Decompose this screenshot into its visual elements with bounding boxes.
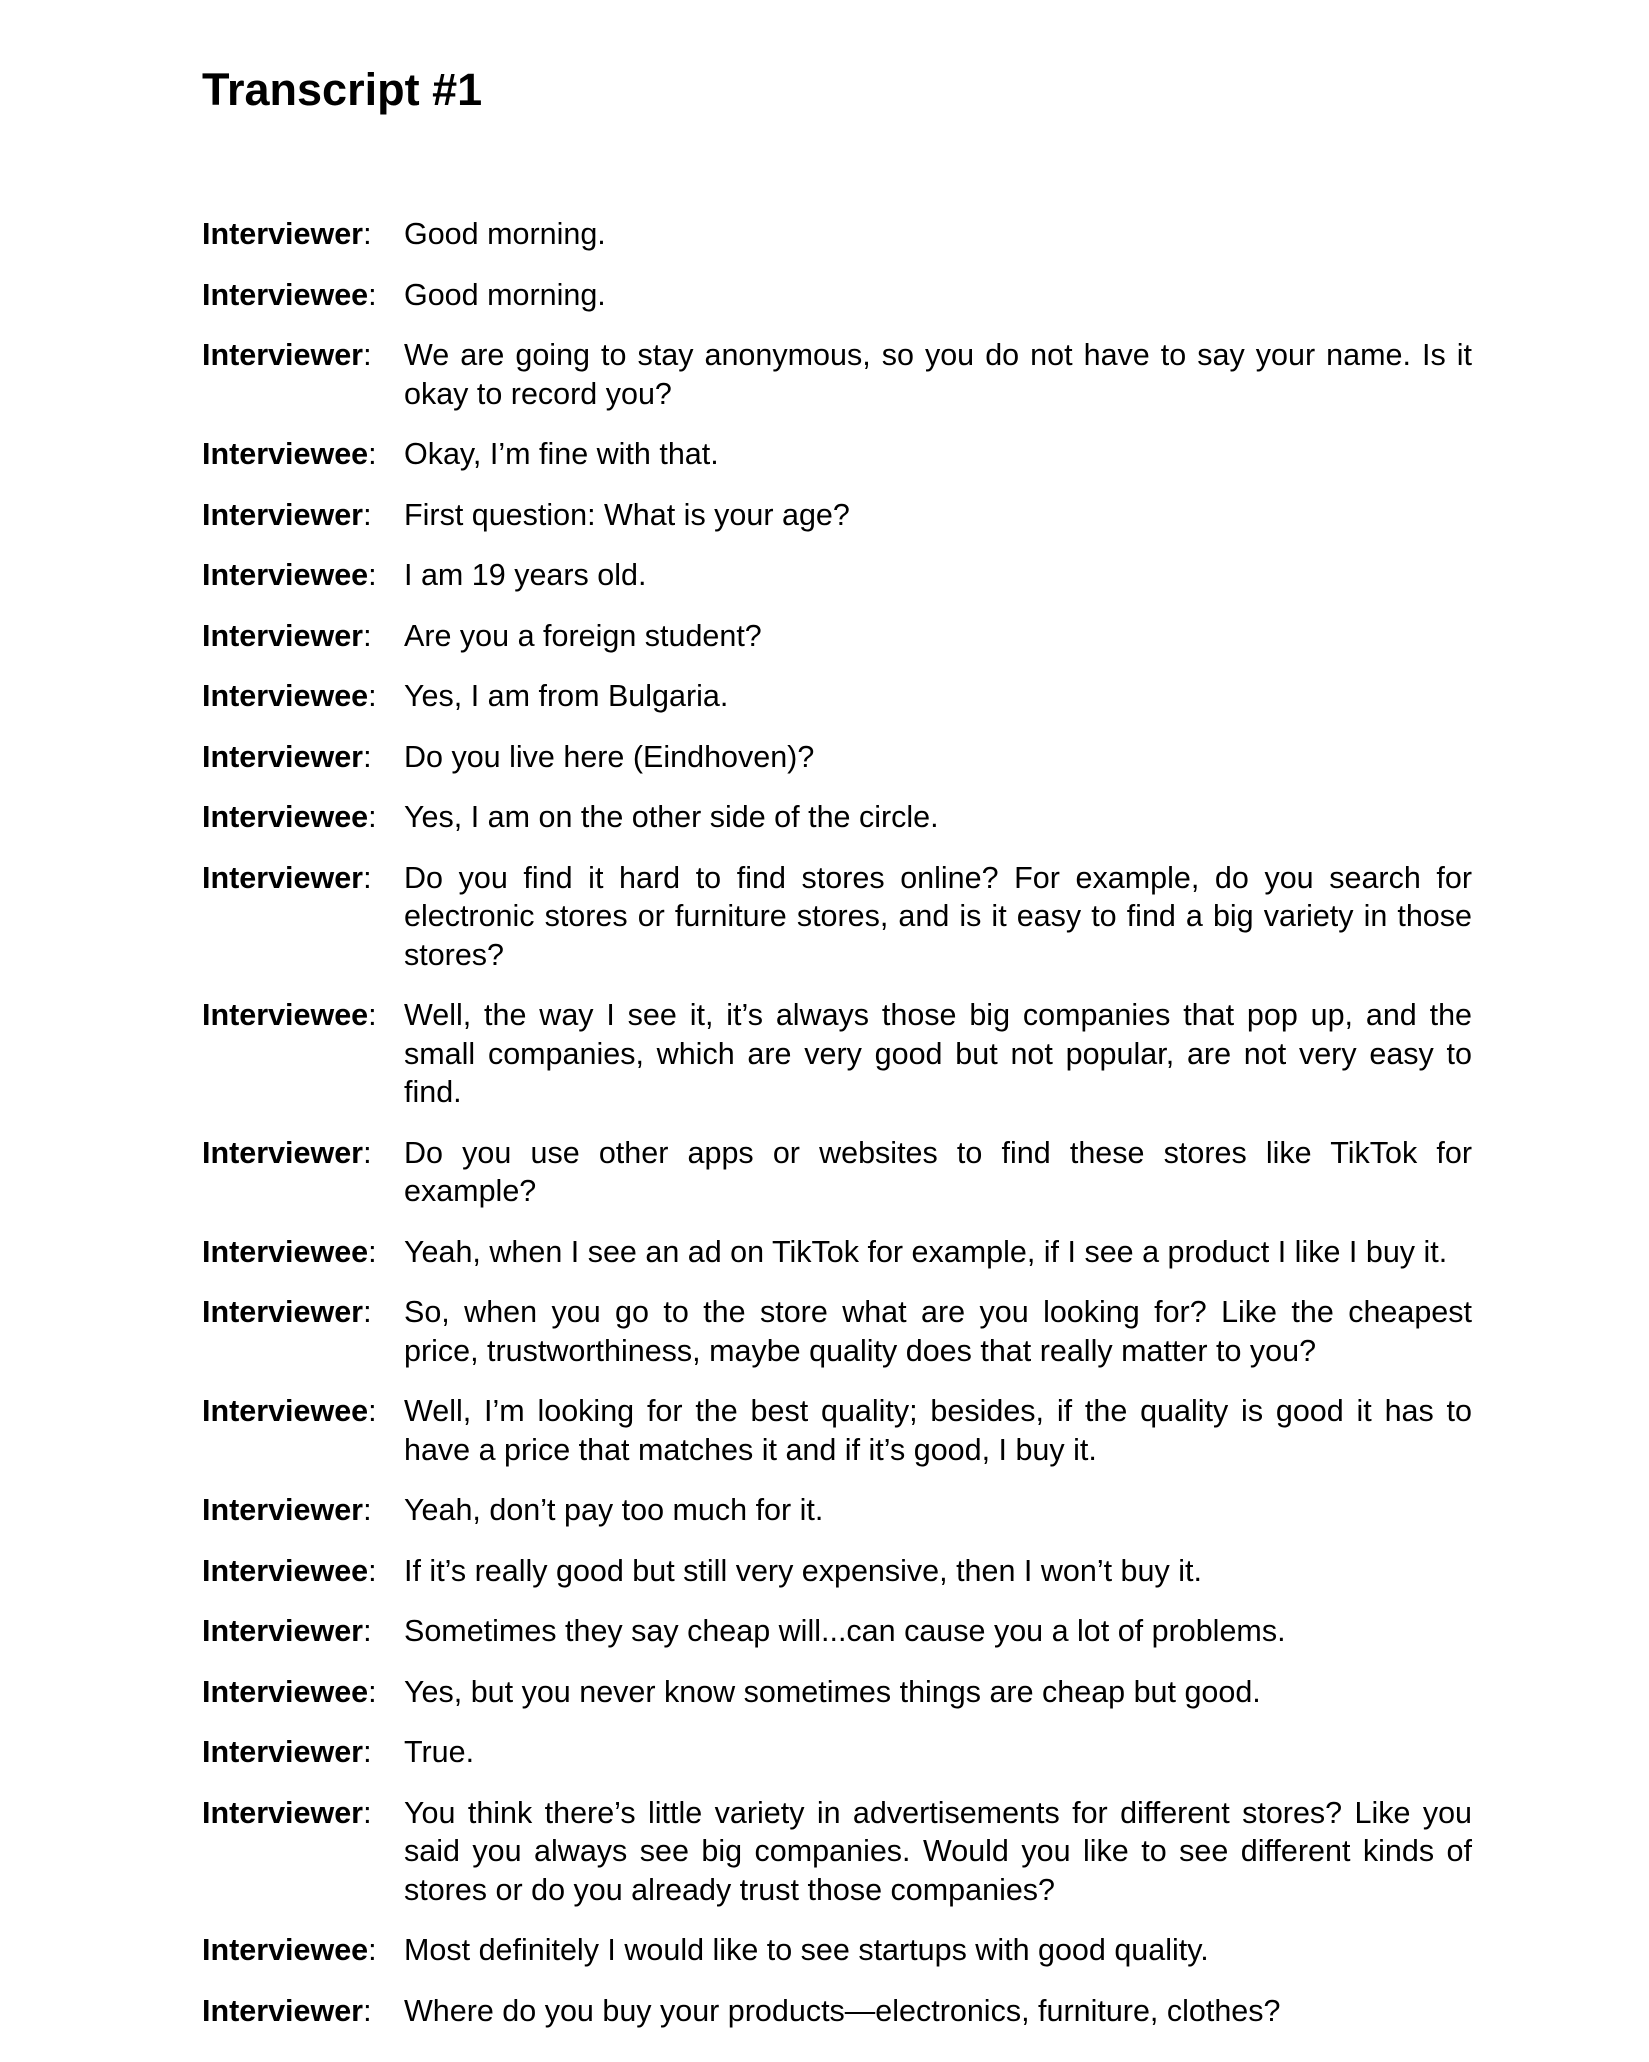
speaker-label: [202, 496, 404, 535]
transcript-turn: [202, 556, 1472, 595]
speaker-colon: :: [368, 558, 377, 592]
speaker-label: [202, 276, 404, 315]
transcript-turn: [202, 1491, 1472, 1530]
speaker-name: Interviewer: [202, 860, 364, 895]
transcript-turn: [202, 336, 1472, 413]
transcript-turn: [202, 859, 1472, 975]
speaker-colon: :: [368, 277, 377, 312]
transcript-turn: [202, 1134, 1472, 1211]
speaker-name: Interviewer: [202, 1135, 364, 1170]
speaker-name: Interviewer: [202, 739, 364, 774]
speaker-colon: :: [363, 1135, 372, 1170]
speaker-colon: :: [368, 998, 377, 1032]
speaker-name: Interviewer: [202, 1795, 364, 1830]
speaker-label: [202, 1293, 404, 1370]
transcript-turn: [202, 1794, 1472, 1910]
speaker-name: Interviewer: [202, 1735, 364, 1769]
speaker-colon: :: [363, 1993, 372, 2028]
utterance-text: So, when you go to the store what are you looking for? Like the cheapest price, trustworthiness, maybe quality does that really matter to you?: [404, 1295, 1472, 1368]
speaker-label: [202, 996, 404, 1112]
speaker-name: Interviewer: [202, 338, 364, 372]
speaker-name: Interviewee: [202, 437, 369, 471]
transcript-turn: [202, 617, 1472, 656]
speaker-colon: :: [363, 618, 372, 653]
speaker-colon: :: [363, 1493, 372, 1527]
speaker-label: [202, 798, 404, 837]
speaker-label: [202, 1491, 404, 1530]
speaker-label: [202, 215, 404, 254]
transcript-body: [202, 215, 1472, 2052]
speaker-label: [202, 1733, 404, 1772]
speaker-name: Interviewer: [202, 217, 364, 251]
speaker-label: [202, 1134, 404, 1211]
speaker-colon: :: [368, 679, 377, 713]
speaker-name: Interviewer: [202, 1295, 364, 1329]
utterance-text: Yes, I am from Bulgaria.: [404, 679, 729, 713]
speaker-colon: :: [368, 1234, 377, 1269]
transcript-turn: [202, 1931, 1472, 1970]
speaker-colon: :: [363, 1735, 372, 1769]
speaker-colon: :: [363, 217, 372, 251]
speaker-name: Interviewee: [202, 1674, 369, 1709]
speaker-colon: :: [363, 860, 372, 895]
transcript-turn: [202, 677, 1472, 716]
transcript-turn: [202, 996, 1472, 1112]
speaker-name: Interviewee: [202, 1933, 369, 1967]
transcript-turn: [202, 1552, 1472, 1591]
speaker-colon: :: [363, 1795, 372, 1830]
speaker-label: [202, 1392, 404, 1469]
speaker-label: [202, 617, 404, 656]
speaker-label: [202, 556, 404, 595]
speaker-colon: :: [363, 1295, 372, 1329]
speaker-label: [202, 1233, 404, 1272]
utterance-text: Most definitely I would like to see startups with good quality.: [404, 1933, 1209, 1967]
document-title: Transcript #1: [202, 64, 483, 115]
utterance-text: Where do you buy your products—electronics, furniture, clothes?: [404, 1993, 1281, 2028]
utterance-text: Well, the way I see it, it’s always those big companies that pop up, and the small companies, which are very good but not popular, are not very easy to find.: [404, 998, 1472, 1109]
speaker-label: [202, 1673, 404, 1712]
speaker-colon: :: [363, 739, 372, 774]
speaker-label: [202, 677, 404, 716]
speaker-name: Interviewer: [202, 1993, 364, 2028]
transcript-turn: [202, 798, 1472, 837]
speaker-name: Interviewee: [202, 800, 369, 834]
utterance-text: You think there’s little variety in advertisements for different stores? Like you said you always see big companies. Would you like to see different kinds of stores or do you already trust those companies?: [404, 1795, 1472, 1907]
utterance-text: Yeah, when I see an ad on TikTok for example, if I see a product I like I buy it.: [404, 1234, 1448, 1269]
transcript-turn: [202, 215, 1472, 254]
speaker-name: Interviewee: [202, 998, 369, 1032]
transcript-turn: [202, 1233, 1472, 1272]
utterance-text: First question: What is your age?: [404, 497, 850, 532]
utterance-text: Good morning.: [404, 217, 606, 251]
transcript-turn: [202, 496, 1472, 535]
speaker-colon: :: [368, 437, 377, 471]
speaker-label: [202, 336, 404, 413]
speaker-name: Interviewee: [202, 558, 369, 592]
utterance-text: We are going to stay anonymous, so you do not have to say your name. Is it okay to record you?: [404, 338, 1472, 411]
transcript-turn: [202, 1673, 1472, 1712]
speaker-name: Interviewee: [202, 1553, 369, 1588]
speaker-label: [202, 435, 404, 474]
transcript-turn: [202, 276, 1472, 315]
utterance-text: Yes, I am on the other side of the circle.: [404, 800, 939, 834]
speaker-name: Interviewer: [202, 1614, 364, 1648]
speaker-name: Interviewee: [202, 679, 369, 713]
transcript-turn: [202, 1392, 1472, 1469]
speaker-colon: :: [368, 1933, 377, 1967]
speaker-name: Interviewer: [202, 1493, 364, 1527]
utterance-text: True.: [404, 1735, 475, 1769]
transcript-turn: [202, 1293, 1472, 1370]
utterance-text: I am 19 years old.: [404, 558, 647, 592]
utterance-text: Well, I’m looking for the best quality; besides, if the quality is good it has to have a price that matches it and if it’s good, I buy it.: [404, 1394, 1472, 1467]
speaker-label: [202, 738, 404, 777]
transcript-turn: [202, 1992, 1472, 2031]
speaker-colon: :: [363, 338, 372, 372]
speaker-name: Interviewee: [202, 1234, 369, 1269]
utterance-text: Are you a foreign student?: [404, 618, 762, 653]
speaker-label: [202, 859, 404, 975]
speaker-colon: :: [363, 497, 372, 532]
speaker-label: [202, 1931, 404, 1970]
speaker-name: Interviewer: [202, 618, 364, 653]
speaker-name: Interviewee: [202, 1394, 369, 1428]
transcript-turn: [202, 738, 1472, 777]
utterance-text: Yes, but you never know sometimes things are cheap but good.: [404, 1674, 1261, 1709]
utterance-text: Okay, I’m fine with that.: [404, 437, 719, 471]
speaker-label: [202, 1992, 404, 2031]
transcript-turn: [202, 1612, 1472, 1651]
utterance-text: Sometimes they say cheap will...can cause you a lot of problems.: [404, 1614, 1286, 1648]
transcript-turn: [202, 435, 1472, 474]
transcript-turn: [202, 1733, 1472, 1772]
utterance-text: Yeah, don’t pay too much for it.: [404, 1493, 824, 1527]
speaker-name: Interviewer: [202, 497, 364, 532]
speaker-colon: :: [363, 1614, 372, 1648]
utterance-text: Do you live here (Eindhoven)?: [404, 739, 815, 774]
speaker-colon: :: [368, 800, 377, 834]
utterance-text: Good morning.: [404, 277, 606, 312]
speaker-label: [202, 1794, 404, 1910]
speaker-label: [202, 1612, 404, 1651]
speaker-name: Interviewee: [202, 277, 369, 312]
speaker-label: [202, 1552, 404, 1591]
utterance-text: If it’s really good but still very expensive, then I won’t buy it.: [404, 1553, 1202, 1588]
utterance-text: Do you find it hard to find stores online? For example, do you search for electronic stores or furniture stores, and is it easy to find a big variety in those stores?: [404, 860, 1472, 972]
speaker-colon: :: [368, 1674, 377, 1709]
speaker-colon: :: [368, 1553, 377, 1588]
speaker-colon: :: [368, 1394, 377, 1428]
utterance-text: Do you use other apps or websites to find these stores like TikTok for example?: [404, 1135, 1472, 1208]
